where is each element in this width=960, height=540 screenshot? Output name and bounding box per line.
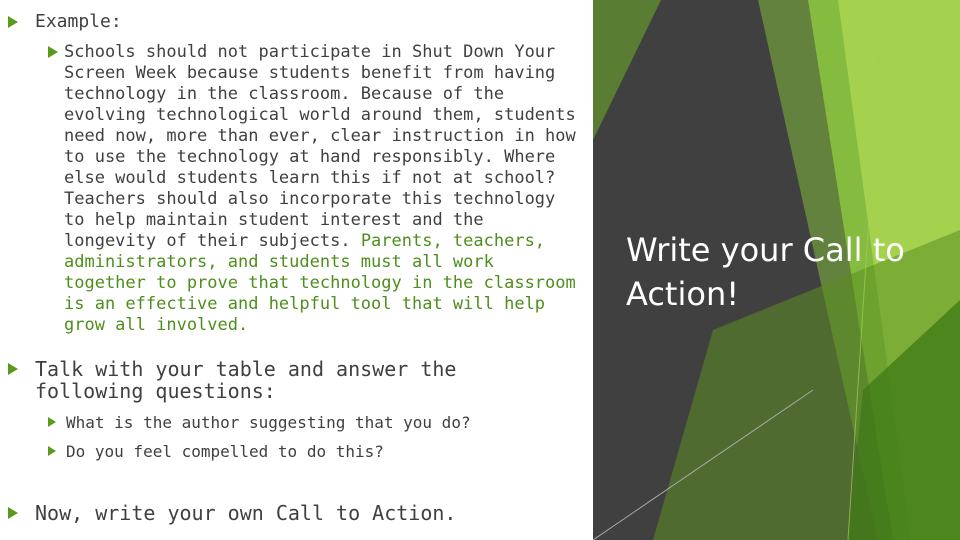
bullet-text: Example:	[35, 11, 122, 32]
bullet-talk	[8, 358, 555, 402]
triangle-bullet-icon	[8, 16, 18, 28]
bullet-question-1	[48, 413, 471, 433]
triangle-bullet-icon	[8, 363, 18, 375]
bullet-text: Talk with your table and answer the following questions:	[35, 357, 457, 403]
bullet-example-paragraph	[48, 42, 588, 336]
call-to-action-title: Write your Call to Action!	[626, 231, 905, 313]
triangle-bullet-icon	[48, 417, 56, 427]
triangle-bullet-icon	[48, 46, 58, 58]
bullet-text: Now, write your own Call to Action.	[35, 501, 457, 525]
paragraph-text: Schools should not participate in Shut Down Your Screen Week because students benefit from having technology in the classroom. Because of the evolving technological world around them, students need now, more than ever, clear instruction in how to use the technology at hand responsibly. Where else would students learn this if not at school? Teachers should also incorporate this technology to help maintain student interest and the longevity of their subjects.	[64, 42, 576, 251]
bullet-text: Do you feel compelled to do this?	[66, 442, 384, 461]
bullet-text: What is the author suggesting that you do?	[66, 413, 471, 432]
bullet-question-2	[48, 442, 384, 462]
example-paragraph	[64, 42, 584, 336]
bullet-now-write	[8, 502, 456, 524]
paragraph-highlight: Parents, teachers, administrators, and students must all work together to prove that technology in the classroom is an effective and helpful tool that will help grow all involved.	[64, 231, 576, 335]
triangle-bullet-icon	[8, 507, 18, 519]
bullet-example	[8, 11, 122, 33]
triangle-bullet-icon	[48, 446, 56, 456]
